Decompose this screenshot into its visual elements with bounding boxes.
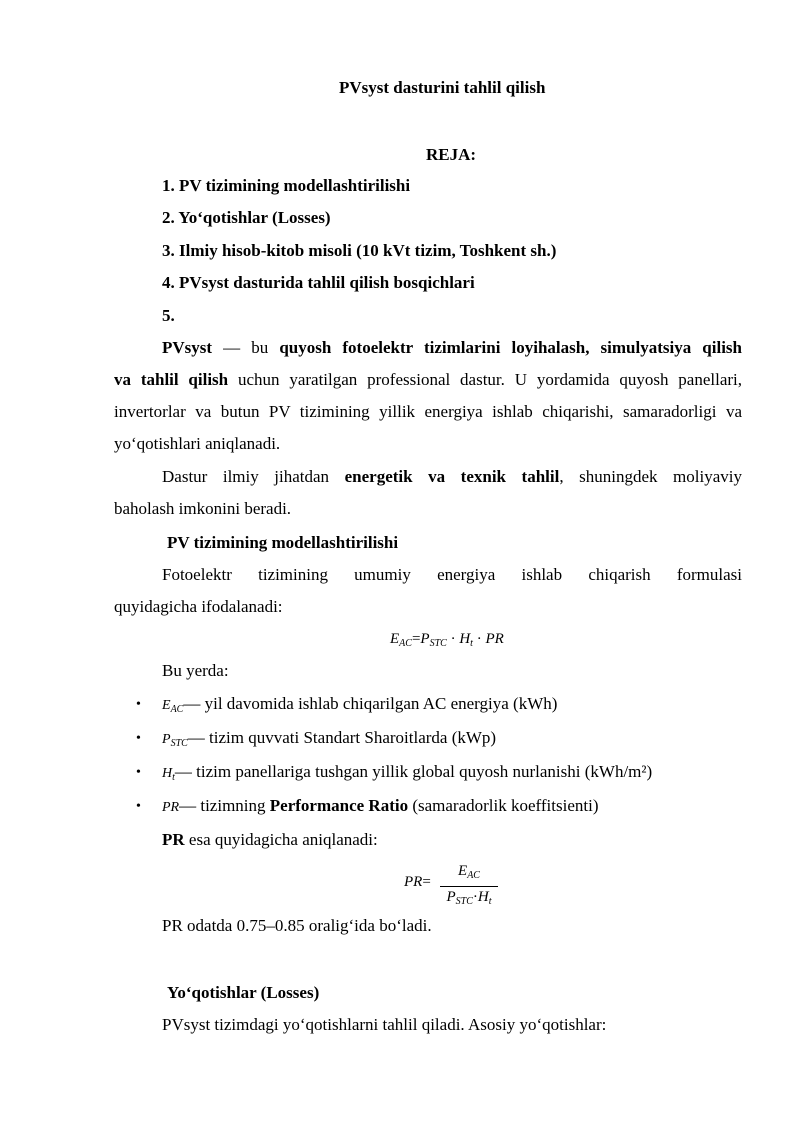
- section2-para-line-1: PVsyst tizimdagi yo‘qotishlarni tahlil qiladi. Asosiy yo‘qotishlar:: [162, 1015, 607, 1034]
- definition-item: $H_t—$ tizim panellariga tushgan yillik global quyosh nurlanishi (kWh/m²): [162, 762, 653, 783]
- pr-fraction-numerator: $E_{AC}$: [458, 863, 480, 881]
- pr-formula-lhs: PR=: [404, 874, 431, 890]
- section1-para-line-2: quyidagicha ifodalanadi:: [114, 597, 283, 616]
- intro-line-4: yo‘qotishlari aniqlanadi.: [114, 434, 281, 453]
- pr-definition-line: PR esa quyidagicha aniqlanadi:: [162, 830, 378, 849]
- para2-line-2: baholash imkonini beradi.: [114, 499, 292, 518]
- intro-line-1: PVsyst — bu quyosh fotoelektr tizimlarini loyihalash, simulyatsiya qilish: [162, 338, 742, 357]
- plan-item: 5.: [162, 306, 175, 325]
- bullet-dot: •: [136, 697, 141, 712]
- bullet-dot: •: [136, 731, 141, 746]
- plan-item: 4. PVsyst dasturida tahlil qilish bosqichlari: [162, 273, 475, 292]
- definition-item: $P_{STC}—$ tizim quvvati Standart Sharoitlarda (kWp): [162, 728, 497, 749]
- bullet-dot: •: [136, 799, 141, 814]
- plan-heading: REJA:: [426, 145, 477, 164]
- plan-item: 1. PV tizimining modellashtirilishi: [162, 176, 411, 195]
- section2-heading: Yo‘qotishlar (Losses): [167, 983, 320, 1002]
- intro-line-3: invertorlar va butun PV tizimining yillik energiya ishlab chiqarishi, samaradorligi va: [114, 402, 742, 421]
- pr-fraction: [440, 861, 498, 912]
- plan-item: 2. Yo‘qotishlar (Losses): [162, 208, 331, 227]
- bullet-dot: •: [136, 765, 141, 780]
- intro-line-2: va tahlil qilish uchun yaratilgan professional dastur. U yordamida quyosh panellari,: [114, 370, 742, 389]
- section1-para-line-1: Fotoelektr tizimining umumiy energiya ishlab chiqarish formulasi: [162, 565, 742, 584]
- energy-formula: $E_{AC}=P_{STC} \cdot H_t$ · PR: [390, 631, 504, 649]
- where-label: Bu yerda:: [162, 661, 229, 680]
- document-title: PVsyst dasturini tahlil qilish: [339, 78, 546, 97]
- definition-item: PR— tizimning Performance Ratio (samaradorlik koeffitsienti): [162, 796, 599, 815]
- definition-item: $E_{AC}—$ yil davomida ishlab chiqarilgan AC energiya (kWh): [162, 694, 558, 715]
- plan-item: 3. Ilmiy hisob-kitob misoli (10 kVt tizim, Toshkent sh.): [162, 241, 557, 260]
- section1-heading: PV tizimining modellashtirilishi: [167, 533, 399, 552]
- pr-fraction-denominator: $P_{STC}\cdot H_t$: [440, 886, 498, 912]
- pr-range-text: PR odatda 0.75–0.85 oralig‘ida bo‘ladi.: [162, 916, 432, 935]
- para2-line-1: Dastur ilmiy jihatdan energetik va texnik tahlil, shuningdek moliyaviy: [162, 467, 742, 486]
